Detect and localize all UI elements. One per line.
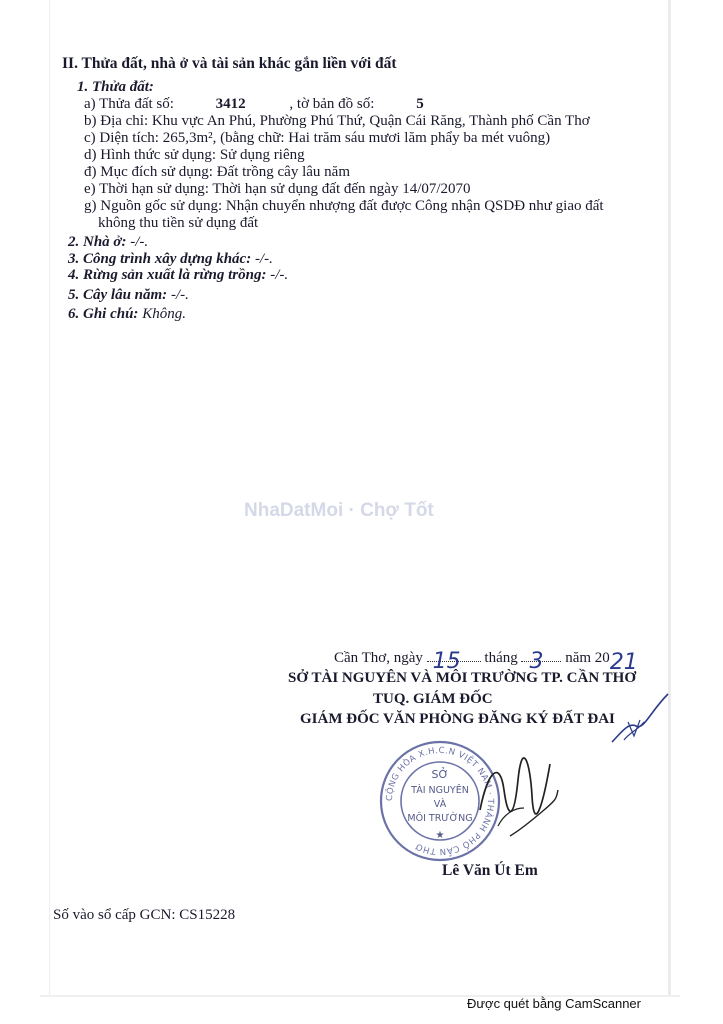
note-value: Không. (142, 306, 186, 322)
parcel-number-value: 3412 (215, 96, 246, 112)
note-row (68, 305, 186, 323)
day-handwritten: 15 (432, 649, 461, 674)
watermark: NhaDatMoi · Chợ Tốt (244, 500, 434, 521)
month-label: tháng (484, 650, 518, 666)
svg-text:MÔI TRƯỜNG: MÔI TRƯỜNG (407, 813, 473, 824)
day-field (427, 649, 481, 674)
parcel-number-row (84, 95, 424, 113)
signer-name: Lê Văn Út Em (442, 862, 538, 879)
map-sheet-label: , tờ bản đồ số: (289, 96, 375, 112)
svg-text:TÀI NGUYÊN: TÀI NGUYÊN (411, 785, 469, 796)
address-row: b) Địa chỉ: Khu vực An Phú, Phường Phú Thứ, Quận Cái Răng, Thành phố Cần Thơ (84, 113, 590, 129)
perennial-trees-label: 5. Cây lâu năm: (68, 287, 168, 303)
note-label: 6. Ghi chú: (68, 306, 139, 322)
other-works-label: 3. Công trình xây dựng khác: (68, 251, 252, 267)
house-label: 2. Nhà ở: (68, 234, 127, 250)
department-name: SỞ TÀI NGUYÊN VÀ MÔI TRƯỜNG TP. CẦN THƠ (288, 670, 636, 686)
usage-purpose-row: đ) Mục đích sử dụng: Đất trồng cây lâu năm (84, 164, 350, 180)
forest-label: 4. Rừng sản xuất là rừng trồng: (68, 267, 267, 283)
certificate-registry-number: Số vào sổ cấp GCN: CS15228 (53, 907, 236, 923)
signing-date (334, 649, 638, 675)
parcel-number-label: a) Thửa đất số: (84, 96, 174, 112)
origin-row: g) Nguồn gốc sử dụng: Nhận chuyển nhượng đất được Công nhận QSDĐ như giao đất (84, 198, 604, 214)
svg-text:VÀ: VÀ (433, 799, 447, 810)
office-director-title: GIÁM ĐỐC VĂN PHÒNG ĐĂNG KÝ ĐẤT ĐAI (300, 711, 615, 727)
svg-text:CỘNG HÒA X.H.C.N VIỆT NAM · TH: CỘNG HÒA X.H.C.N VIỆT NAM · THÀNH PHỐ CẦN THƠ (384, 745, 496, 857)
perennial-trees-row (68, 286, 189, 304)
other-works-value: -/-. (254, 251, 273, 267)
authorization-title: TUQ. GIÁM ĐỐC (373, 691, 493, 707)
house-row (68, 233, 148, 251)
area-row: c) Diện tích: 265,3m², (bằng chữ: Hai trăm sáu mươi lăm phẩy ba mét vuông) (84, 130, 551, 146)
forest-value: -/-. (270, 267, 289, 283)
year-label: năm 20 (565, 650, 610, 666)
parcel-heading: 1. Thửa đất: (77, 79, 154, 95)
perennial-trees-value: -/-. (170, 287, 189, 303)
section-title: II. Thửa đất, nhà ở và tài sản khác gắn liền với đất (62, 55, 397, 72)
svg-text:★: ★ (435, 830, 445, 841)
usage-form-row: d) Hình thức sử dụng: Sử dụng riêng (84, 147, 305, 163)
director-signature-icon (470, 750, 560, 860)
initials-mark-icon (610, 692, 670, 746)
origin-row-cont: không thu tiền sử dụng đất (98, 215, 259, 231)
page-edge (668, 0, 670, 995)
month-field (521, 649, 561, 674)
house-value: -/-. (130, 234, 149, 250)
usage-term-row: e) Thời hạn sử dụng: Thời hạn sử dụng đất đến ngày 14/07/2070 (84, 181, 471, 197)
map-sheet-value: 5 (416, 96, 424, 112)
year-handwritten: 21 (609, 650, 638, 675)
forest-row (68, 266, 288, 284)
month-handwritten: 3 (529, 649, 544, 674)
scanner-footer: Được quét bằng CamScanner (466, 996, 641, 1011)
svg-text:SỞ: SỞ (431, 768, 449, 781)
place-prefix: Cần Thơ, ngày (334, 650, 423, 666)
